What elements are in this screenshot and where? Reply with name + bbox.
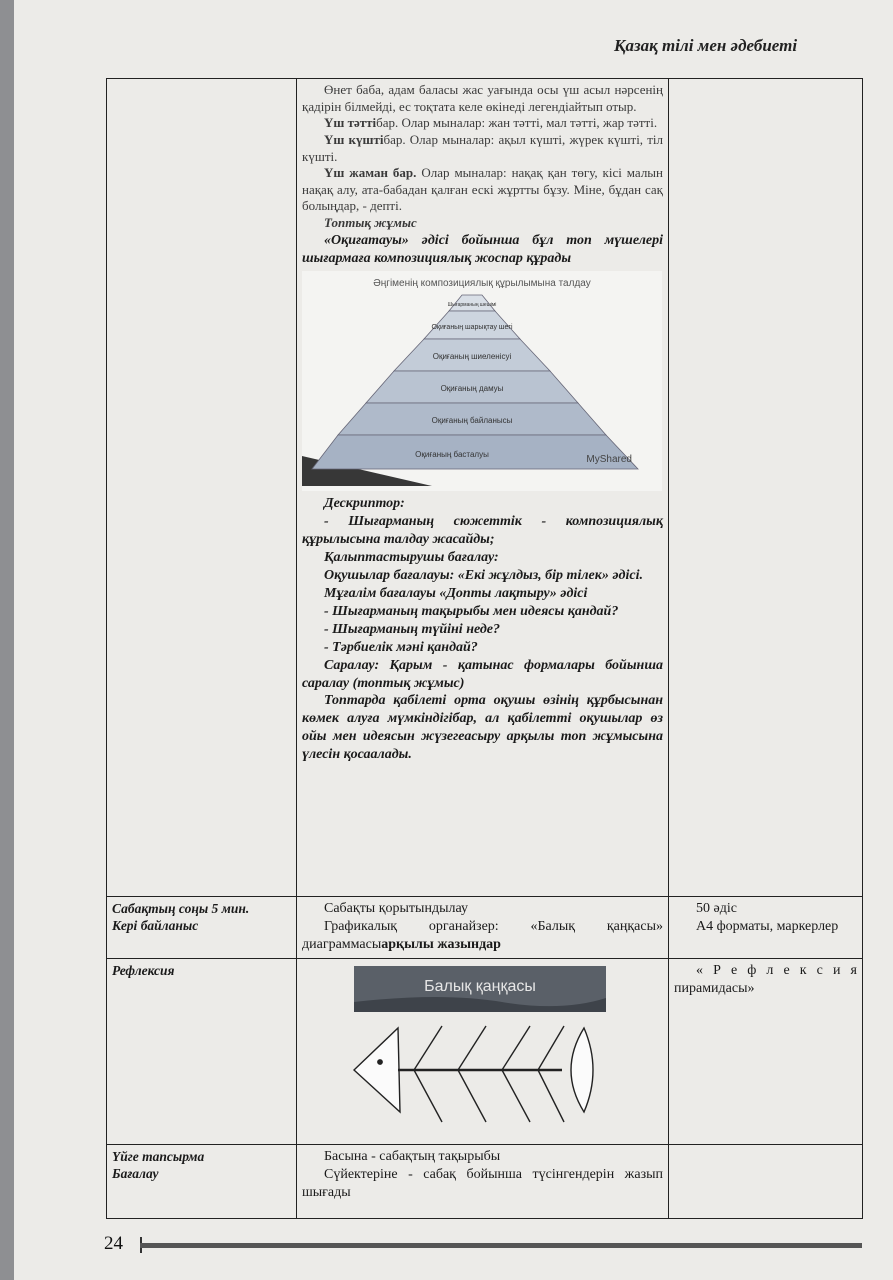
story-paragraph: Үш күштібар. Олар мыналар: ақыл күшті, жүрек күшті, тіл күшті. bbox=[302, 131, 663, 164]
activity-text: Басына - сабақтың тақырыбы bbox=[324, 1149, 501, 1164]
stage-label: Рефлексия bbox=[112, 963, 175, 978]
lesson-plan-table bbox=[106, 78, 863, 1219]
descriptor-item: - Шығарманың сюжеттік - композициялық құрылысына талдау жасайды; bbox=[302, 514, 663, 548]
differentiation-text: Топтарда қабілеті орта оқушы өзінің құрбысынан көмек алуға мүмкіндігібар, ал қабілетті оқушылар өз ойы мен идеясын жүзегеасыру арқылы топ жұмысына үлесін қосаалады. bbox=[302, 693, 663, 763]
activity-cell bbox=[297, 959, 669, 1145]
page-header: Қазақ тілі мен әдебиеті bbox=[614, 36, 798, 55]
formative-title: Қалыптастырушы бағалау: bbox=[324, 550, 499, 566]
question: - Шығарманың тақырыбы мен идеясы қандай? bbox=[324, 603, 619, 619]
question: - Шығарманың түйіні неде? bbox=[324, 621, 500, 637]
story-paragraph: Үш жаман бар. Олар мыналар: нақақ қан төгу, кісі малын нақақ алу, ата-бабадан қалған ескі жұртты бұзу. Міне, бұдан сақ болыңдар, - депті. bbox=[302, 165, 663, 214]
pyramid-figure bbox=[302, 271, 663, 491]
fishbone-diagram bbox=[302, 962, 662, 1138]
page-number: 24 bbox=[104, 1233, 123, 1254]
pyramid-level-label: Шығарманың шешімі bbox=[447, 302, 497, 309]
pyramid-level-label: Оқиғаның шиеленісуі bbox=[432, 352, 512, 362]
resource-text: А4 форматы, маркерлер bbox=[696, 918, 839, 934]
teacher-eval: Мұғалім бағалауы «Допты лақтыру» әдісі bbox=[324, 585, 588, 601]
resources-cell bbox=[669, 897, 863, 959]
fishbone-figure bbox=[302, 962, 663, 1138]
pyramid-level-label: Оқиғаның байланысы bbox=[431, 416, 513, 426]
resource-text: « Р е ф л е к с и я пирамидасы» bbox=[674, 963, 857, 996]
stage-cell bbox=[107, 79, 297, 897]
descriptor-title: Дескриптор: bbox=[324, 496, 405, 512]
group-work-heading: Топтық жұмыс bbox=[324, 215, 417, 230]
pyramid-level-label: Оқиғаның дамуы bbox=[440, 384, 504, 394]
activity-text: Графикалық органайзер: «Балық қаңқасы» диаграммасыарқылы жазындар bbox=[302, 918, 663, 952]
stage-label: Үйге тапсырма bbox=[112, 1149, 205, 1164]
table-row bbox=[107, 79, 863, 897]
stage-cell bbox=[107, 897, 297, 959]
fish-skeleton bbox=[354, 1026, 593, 1122]
stage-cell bbox=[107, 959, 297, 1145]
differentiation-title: Саралау: Қарым - қатынас формалары бойынша саралау (топтық жұмыс) bbox=[302, 657, 663, 691]
resources-cell bbox=[669, 1145, 863, 1219]
resource-text: 50 әдіс bbox=[696, 901, 737, 916]
stage-label: Сабақтың соңы 5 мин. bbox=[112, 901, 250, 916]
activity-text: Сабақты қорытындылау bbox=[324, 901, 468, 916]
fishbone-title: Балық қаңқасы bbox=[424, 978, 536, 995]
activity-cell bbox=[297, 79, 669, 897]
stage-label: Кері байланыс bbox=[112, 918, 199, 934]
activity-text: Сүйектеріне - сабақ бойынша түсінгендерін жазып шығады bbox=[302, 1166, 663, 1200]
student-eval: Оқушылар бағалауы: «Екі жұлдыз, бір тілек» әдісі. bbox=[324, 568, 643, 584]
story-paragraph: Үш тәттібар. Олар мыналар: жан тәтті, мал тәтті, жар тәтті. bbox=[324, 115, 658, 131]
resources-cell bbox=[669, 79, 863, 897]
stage-label: Бағалау bbox=[112, 1166, 159, 1182]
table-row bbox=[107, 1145, 863, 1219]
activity-cell bbox=[297, 1145, 669, 1219]
pyramid-diagram bbox=[302, 271, 662, 491]
question: - Тәрбиелік мәні қандай? bbox=[324, 639, 478, 655]
table-row bbox=[107, 897, 863, 959]
footer-rule bbox=[140, 1243, 862, 1248]
story-paragraph: Өнет баба, адам баласы жас уағында осы үш асыл нәрсенің қадірін білмейді, ес тоқтата келе өкінеді легендіайтып отыр. bbox=[302, 82, 663, 114]
activity-cell bbox=[297, 897, 669, 959]
resources-cell bbox=[669, 959, 863, 1145]
method-task: «Оқиғатауы» әдісі бойынша бұл топ мүшелері шығармаға композициялық жоспар құрады bbox=[302, 232, 663, 266]
pyramid-level-label: Оқиғаның басталуы bbox=[415, 450, 489, 460]
watermark-text: MyShared bbox=[586, 454, 632, 466]
pyramid-level-label: Оқиғаның шарықтау шегі bbox=[431, 324, 513, 332]
table-row bbox=[107, 959, 863, 1145]
pyramid-title: Әңгіменің композициялық құрылымына талдау bbox=[373, 278, 591, 290]
stage-cell bbox=[107, 1145, 297, 1219]
